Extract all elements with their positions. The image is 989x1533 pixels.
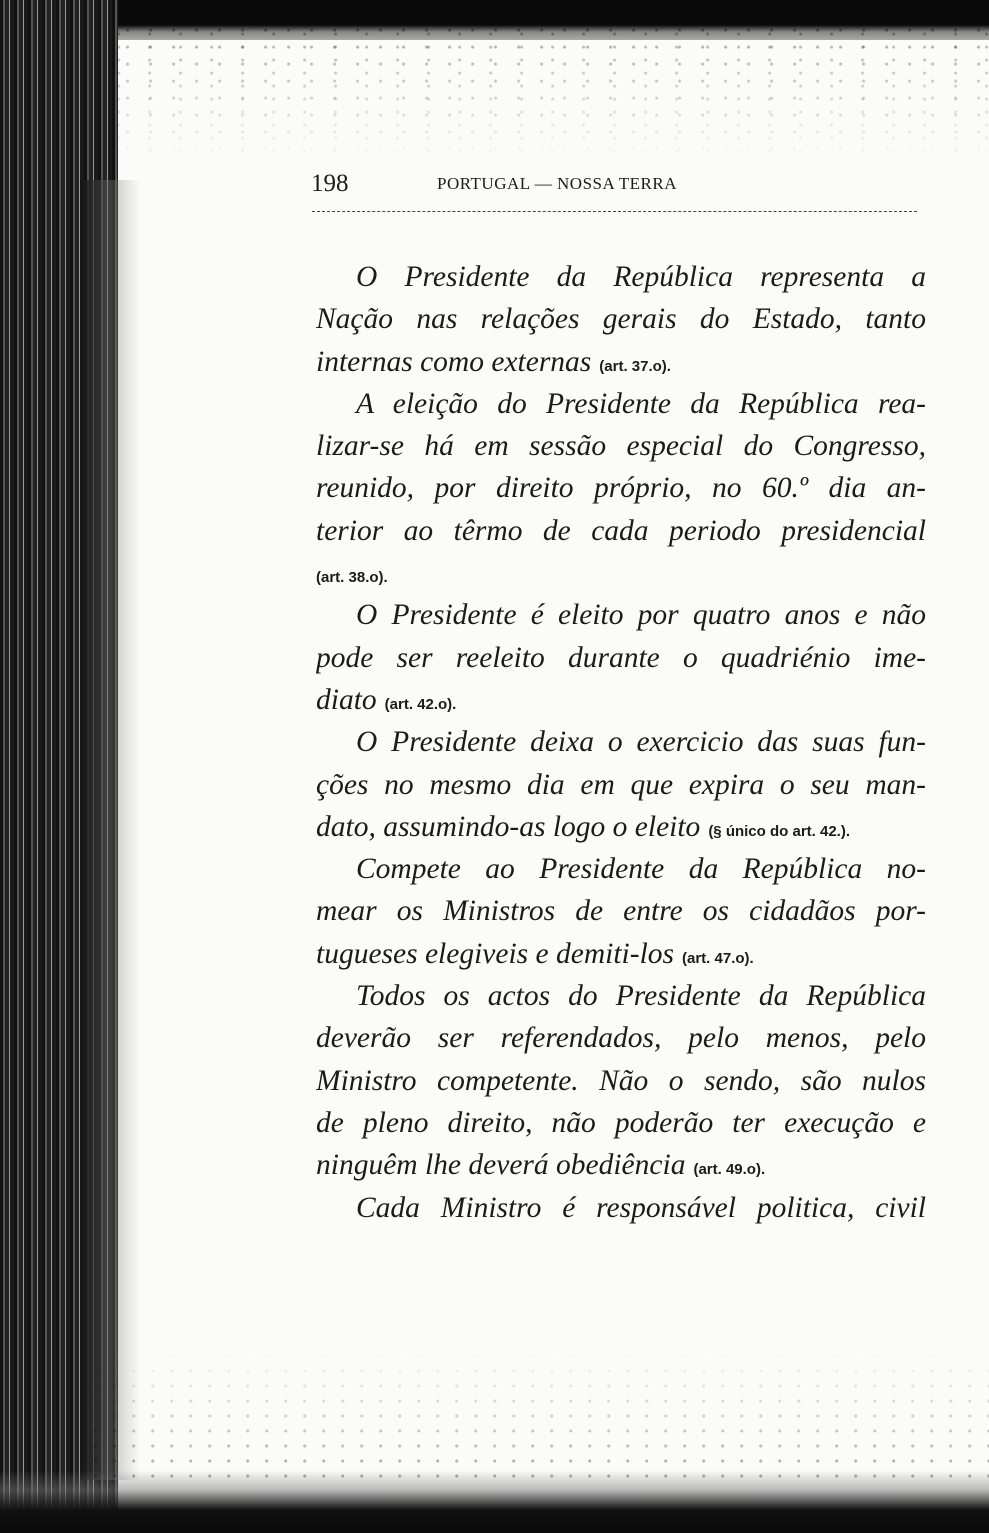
line-text: diato bbox=[316, 683, 377, 716]
line-text: lizar-se há em sessão especial do Congresso, bbox=[316, 430, 926, 463]
line-text: de pleno direito, não poderão ter execução e bbox=[316, 1106, 926, 1139]
text-line bbox=[316, 383, 926, 425]
text-line bbox=[316, 890, 926, 932]
text-line bbox=[316, 637, 926, 679]
text-line bbox=[316, 1102, 926, 1144]
line-text: Ministro competente. Não o sendo, são nulos bbox=[316, 1064, 926, 1097]
article-citation: (art. 42.o). bbox=[384, 695, 457, 713]
text-line bbox=[316, 510, 926, 552]
text-line bbox=[316, 552, 926, 594]
text-line bbox=[316, 721, 926, 763]
line-text: mear os Ministros de entre os cidadãos por- bbox=[316, 895, 926, 928]
scan-bottom-noise bbox=[90, 1350, 989, 1480]
text-line bbox=[316, 1060, 926, 1102]
line-text: Compete ao Presidente da República no- bbox=[356, 853, 926, 886]
text-line bbox=[316, 806, 926, 848]
line-text: Todos os actos do Presidente da República bbox=[356, 980, 926, 1013]
running-title: PORTUGAL — NOSSA TERRA bbox=[437, 174, 677, 193]
text-line bbox=[316, 341, 926, 383]
header-rule bbox=[312, 211, 917, 212]
line-text: A eleição do Presidente da República rea- bbox=[356, 387, 926, 420]
line-text: Cada Ministro é responsável politica, civil bbox=[356, 1191, 926, 1224]
line-text: ninguêm lhe deverá obediência bbox=[316, 1149, 686, 1182]
text-line bbox=[316, 298, 926, 340]
line-text: deverão ser referendados, pelo menos, pelo bbox=[316, 1022, 926, 1055]
page-number: 198 bbox=[311, 170, 349, 197]
line-text: O Presidente é eleito por quatro anos e não bbox=[356, 599, 926, 632]
article-citation: (§ único do art. 42.). bbox=[708, 822, 850, 840]
text-line bbox=[316, 256, 926, 298]
body-text bbox=[316, 256, 926, 1229]
text-line bbox=[316, 975, 926, 1017]
article-citation: (art. 38.o). bbox=[316, 569, 388, 587]
line-text: internas como externas bbox=[316, 345, 592, 378]
line-text: O Presidente da República representa a bbox=[356, 261, 926, 293]
text-line bbox=[316, 933, 926, 975]
text-line bbox=[316, 594, 926, 636]
text-line bbox=[316, 425, 926, 467]
scan-top-noise bbox=[100, 25, 989, 165]
text-line bbox=[316, 1187, 926, 1229]
line-text: reunido, por direito próprio, no 60.º dia an- bbox=[316, 472, 926, 505]
article-citation: (art. 37.o). bbox=[599, 357, 671, 375]
line-text: dato, assumindo-as logo o eleito bbox=[316, 810, 701, 843]
line-text: pode ser reeleito durante o quadriénio ime- bbox=[316, 641, 926, 674]
line-text: Nação nas relações gerais do Estado, tanto bbox=[316, 303, 926, 336]
text-line bbox=[316, 467, 926, 509]
scan-bottom-edge bbox=[0, 1470, 989, 1533]
line-text: O Presidente deixa o exercicio das suas fun- bbox=[356, 726, 926, 759]
text-line bbox=[316, 679, 926, 721]
text-line bbox=[316, 764, 926, 806]
article-citation: (art. 49.o). bbox=[693, 1161, 766, 1179]
line-text: tugueses elegiveis e demiti-los bbox=[316, 937, 674, 970]
article-citation: (art. 47.o). bbox=[682, 949, 754, 967]
text-line bbox=[316, 1144, 926, 1186]
line-text: ções no mesmo dia em que expira o seu man- bbox=[316, 768, 926, 801]
text-line bbox=[316, 848, 926, 890]
scan-left-shadow bbox=[80, 180, 140, 1480]
line-text: terior ao têrmo de cada periodo presidencial bbox=[316, 514, 926, 547]
text-line bbox=[316, 1017, 926, 1059]
